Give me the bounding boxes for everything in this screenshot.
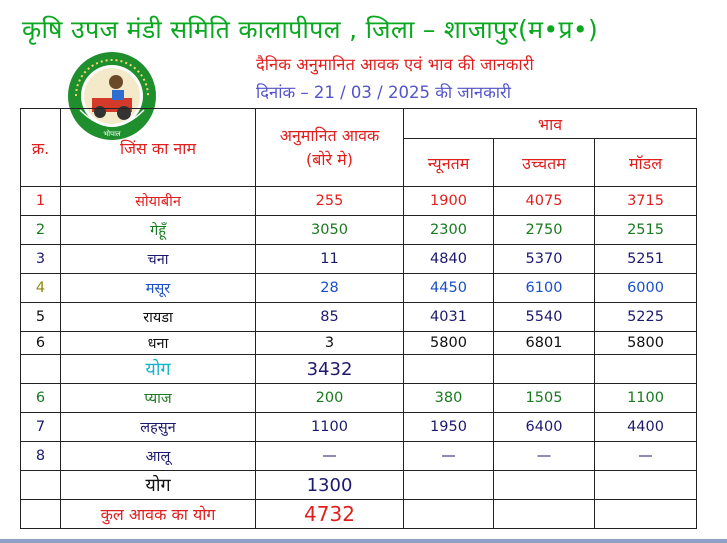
cell-commodity: लहसुन [61, 413, 256, 442]
cell-commodity: सोयाबीन [61, 187, 256, 216]
cell-arrival: 200 [256, 384, 404, 413]
cell-max-rate [494, 355, 595, 384]
column-header-modal: मॉडल [595, 139, 697, 187]
table-row [21, 216, 697, 245]
cell-commodity: आलू [61, 442, 256, 471]
cell-sn: 7 [21, 413, 61, 442]
bottom-divider [0, 539, 727, 543]
column-header-arrival [256, 109, 404, 187]
cell-max-rate: 1505 [494, 384, 595, 413]
cell-commodity: रायडा [61, 303, 256, 332]
cell-commodity: प्याज [61, 384, 256, 413]
cell-sn: 8 [21, 442, 61, 471]
cell-modal-rate: 5225 [595, 303, 697, 332]
cell-min-rate: 2300 [404, 216, 494, 245]
cell-modal-rate: 6000 [595, 274, 697, 303]
cell-subtotal-label: योग [61, 471, 256, 500]
column-header-min: न्यूनतम [404, 139, 494, 187]
cell-min-rate: 4031 [404, 303, 494, 332]
cell-modal-rate: 1100 [595, 384, 697, 413]
cell-max-rate: 6100 [494, 274, 595, 303]
cell-modal-rate [595, 471, 697, 500]
cell-arrival: — [256, 442, 404, 471]
cell-sn: 6 [21, 332, 61, 355]
cell-min-rate: 1950 [404, 413, 494, 442]
cell-max-rate [494, 500, 595, 529]
cell-modal-rate: 2515 [595, 216, 697, 245]
cell-max-rate: 5540 [494, 303, 595, 332]
cell-sn: 6 [21, 384, 61, 413]
cell-sn [21, 471, 61, 500]
cell-modal-rate: 4400 [595, 413, 697, 442]
column-header-name: जिंस का नाम [61, 109, 256, 187]
cell-modal-rate [595, 355, 697, 384]
column-header-max: उच्चतम [494, 139, 595, 187]
cell-sn [21, 355, 61, 384]
rates-table [20, 108, 697, 529]
cell-modal-rate: 5251 [595, 245, 697, 274]
cell-arrival: 11 [256, 245, 404, 274]
grand-total-row [21, 500, 697, 529]
cell-modal-rate: — [595, 442, 697, 471]
cell-arrival: 28 [256, 274, 404, 303]
cell-commodity: गेहूँ [61, 216, 256, 245]
cell-subtotal-arrival: 1300 [256, 471, 404, 500]
subtotal-row [21, 355, 697, 384]
cell-max-rate: — [494, 442, 595, 471]
cell-modal-rate: 3715 [595, 187, 697, 216]
cell-commodity: चना [61, 245, 256, 274]
cell-max-rate: 2750 [494, 216, 595, 245]
column-header-rate-group: भाव [404, 109, 697, 139]
cell-commodity: धना [61, 332, 256, 355]
column-header-arrival-line2: (बोरे मे) [306, 149, 353, 169]
cell-arrival: 255 [256, 187, 404, 216]
table-row [21, 187, 697, 216]
table-row [21, 332, 697, 355]
cell-arrival: 1100 [256, 413, 404, 442]
cell-min-rate [404, 355, 494, 384]
cell-sn: 5 [21, 303, 61, 332]
cell-grand-total-label: कुल आवक का योग [61, 500, 256, 529]
cell-min-rate [404, 500, 494, 529]
cell-modal-rate [595, 500, 697, 529]
report-subtitle: दैनिक अनुमानित आवक एवं भाव की जानकारी [256, 55, 534, 74]
table-row [21, 442, 697, 471]
cell-max-rate: 4075 [494, 187, 595, 216]
subtotal-row [21, 471, 697, 500]
cell-commodity: मसूर [61, 274, 256, 303]
table-row [21, 384, 697, 413]
column-header-arrival-line1: अनुमानित आवक [279, 125, 380, 145]
cell-arrival: 85 [256, 303, 404, 332]
cell-max-rate: 5370 [494, 245, 595, 274]
cell-sn [21, 500, 61, 529]
report-date: दिनांक – 21 / 03 / 2025 की जानकारी [256, 83, 512, 102]
cell-max-rate: 6400 [494, 413, 595, 442]
cell-sn: 2 [21, 216, 61, 245]
logo-caption: भोपाल [103, 130, 121, 138]
cell-max-rate [494, 471, 595, 500]
cell-min-rate: 5800 [404, 332, 494, 355]
table-row [21, 303, 697, 332]
column-header-sn: क्र. [21, 109, 61, 187]
cell-min-rate [404, 471, 494, 500]
cell-min-rate: 4840 [404, 245, 494, 274]
cell-arrival: 3050 [256, 216, 404, 245]
table-row [21, 245, 697, 274]
cell-min-rate: — [404, 442, 494, 471]
cell-modal-rate: 5800 [595, 332, 697, 355]
cell-subtotal-arrival: 3432 [256, 355, 404, 384]
page-title: कृषि उपज मंडी समिति कालापीपल , जिला – शाजापुर(म•प्र•) [22, 15, 599, 44]
cell-sn: 1 [21, 187, 61, 216]
cell-subtotal-label: योग [61, 355, 256, 384]
table-row [21, 413, 697, 442]
cell-grand-total-arrival: 4732 [256, 500, 404, 529]
cell-min-rate: 4450 [404, 274, 494, 303]
cell-sn: 3 [21, 245, 61, 274]
cell-max-rate: 6801 [494, 332, 595, 355]
table-row [21, 274, 697, 303]
cell-min-rate: 380 [404, 384, 494, 413]
cell-sn: 4 [21, 274, 61, 303]
cell-min-rate: 1900 [404, 187, 494, 216]
cell-arrival: 3 [256, 332, 404, 355]
